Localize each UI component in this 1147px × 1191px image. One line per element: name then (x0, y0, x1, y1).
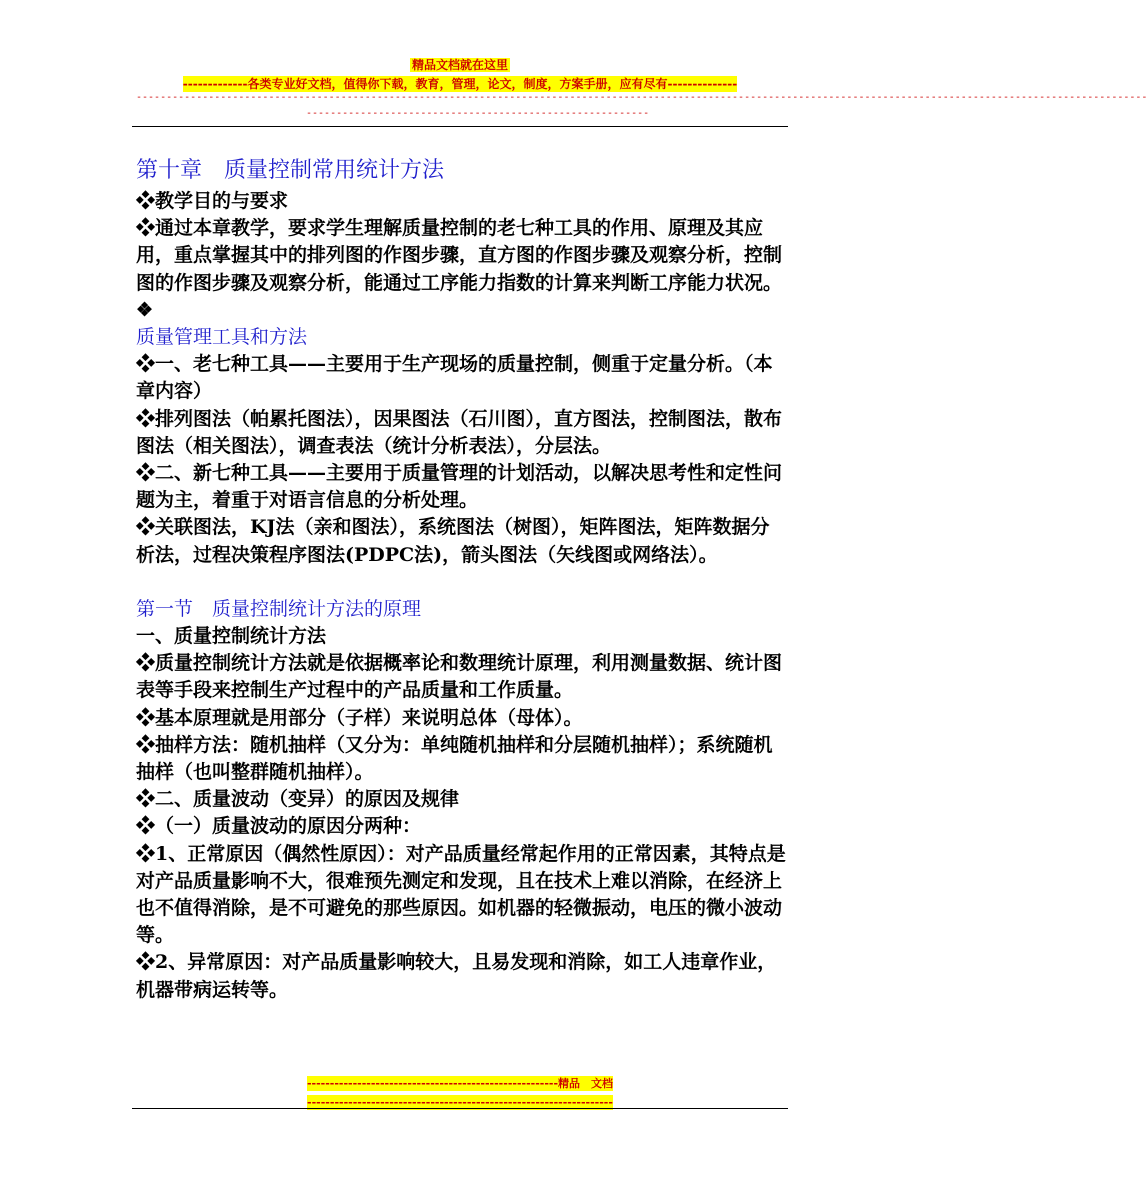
paragraph: ❖1、正常原因（偶然性原因）：对产品质量经常起作用的正常因素，其特点是对产品质量影响不大，很难预先测定和发现，且在技术上难以消除，在经济上也不值得消除，是不可避免的那些原因。如机器的轻微振动，电压的微小波动等。 (136, 842, 786, 947)
document-body (136, 154, 788, 1004)
section-title: 第一节 质量控制统计方法的原理 (136, 597, 422, 620)
header-rule (132, 126, 788, 127)
header-tagline: -------------各类专业好文档，值得你下载，教育，管理，论文，制度，方案手册，应有尽有-------------- (182, 77, 738, 91)
new-seven-tools-list: ❖关联图法，KJ法（亲和图法），系统图法（树图），矩阵图法，矩阵数据分析法，过程决策程序图法(PDPC法)，箭头图法（矢线图或网络法）。 (136, 516, 770, 566)
header-title: 精品文档就在这里 (411, 58, 508, 72)
header-dash-line-1: ------------------------------------------------------------------------------------------------------------------------------------------------------------------------ (136, 92, 1147, 103)
tools-heading: 质量管理工具和方法 (136, 326, 308, 349)
paragraph: ❖质量控制统计方法就是依据概率论和数理统计原理，利用测量数据、统计图表等手段来控制生产过程中的产品质量和工作质量。 (136, 652, 783, 702)
footer-rule (132, 1108, 788, 1109)
header (0, 54, 920, 92)
new-seven-tools: ❖二、新七种工具——主要用于质量管理的计划活动，以解决思考性和定性问题为主，着重于对语言信息的分析处理。 (136, 462, 783, 512)
header-dash-line-2: --------------------------------------------------------- (306, 108, 650, 119)
paragraph: ❖二、质量波动（变异）的原因及规律 (136, 788, 460, 811)
paragraph: ❖（一）质量波动的原因分两种： (136, 815, 422, 838)
footer-line-2: ------------------------------------------------------------------- (307, 1096, 613, 1109)
goals-text: ❖通过本章教学，要求学生理解质量控制的老七种工具的作用、原理及其应用，重点掌握其中的排列图的作图步骤，直方图的作图步骤及观察分析，控制图的作图步骤及观察分析，能通过工序能力指数的计算来判断工序能力状况。 (136, 217, 783, 294)
old-seven-tools-list: ❖排列图法（帕累托图法），因果图法（石川图），直方图法，控制图法，散布图法（相关图法），调查表法（统计分析表法），分层法。 (136, 407, 783, 457)
chapter-title: 第十章 质量控制常用统计方法 (136, 158, 445, 183)
old-seven-tools: ❖一、老七种工具——主要用于生产现场的质量控制，侧重于定量分析。（本章内容） (136, 353, 773, 403)
paragraph: ❖抽样方法：随机抽样（又分为：单纯随机抽样和分层随机抽样）；系统随机抽样（也叫整群随机抽样）。 (136, 733, 773, 784)
bullet-empty: ❖ (136, 298, 154, 321)
paragraph: ❖2、异常原因：对产品质量影响较大，且易发现和消除，如工人违章作业，机器带病运转等。 (136, 951, 777, 1001)
goals-heading: ❖教学目的与要求 (136, 190, 289, 212)
footer-line-1: -------------------------------------------------------精品 文档 (306, 1077, 614, 1090)
spacer (136, 569, 788, 596)
paragraph: ❖基本原理就是用部分（子样）来说明总体（母体）。 (136, 706, 583, 729)
subsection-title: 一、质量控制统计方法 (136, 625, 327, 648)
footer (0, 1072, 920, 1110)
